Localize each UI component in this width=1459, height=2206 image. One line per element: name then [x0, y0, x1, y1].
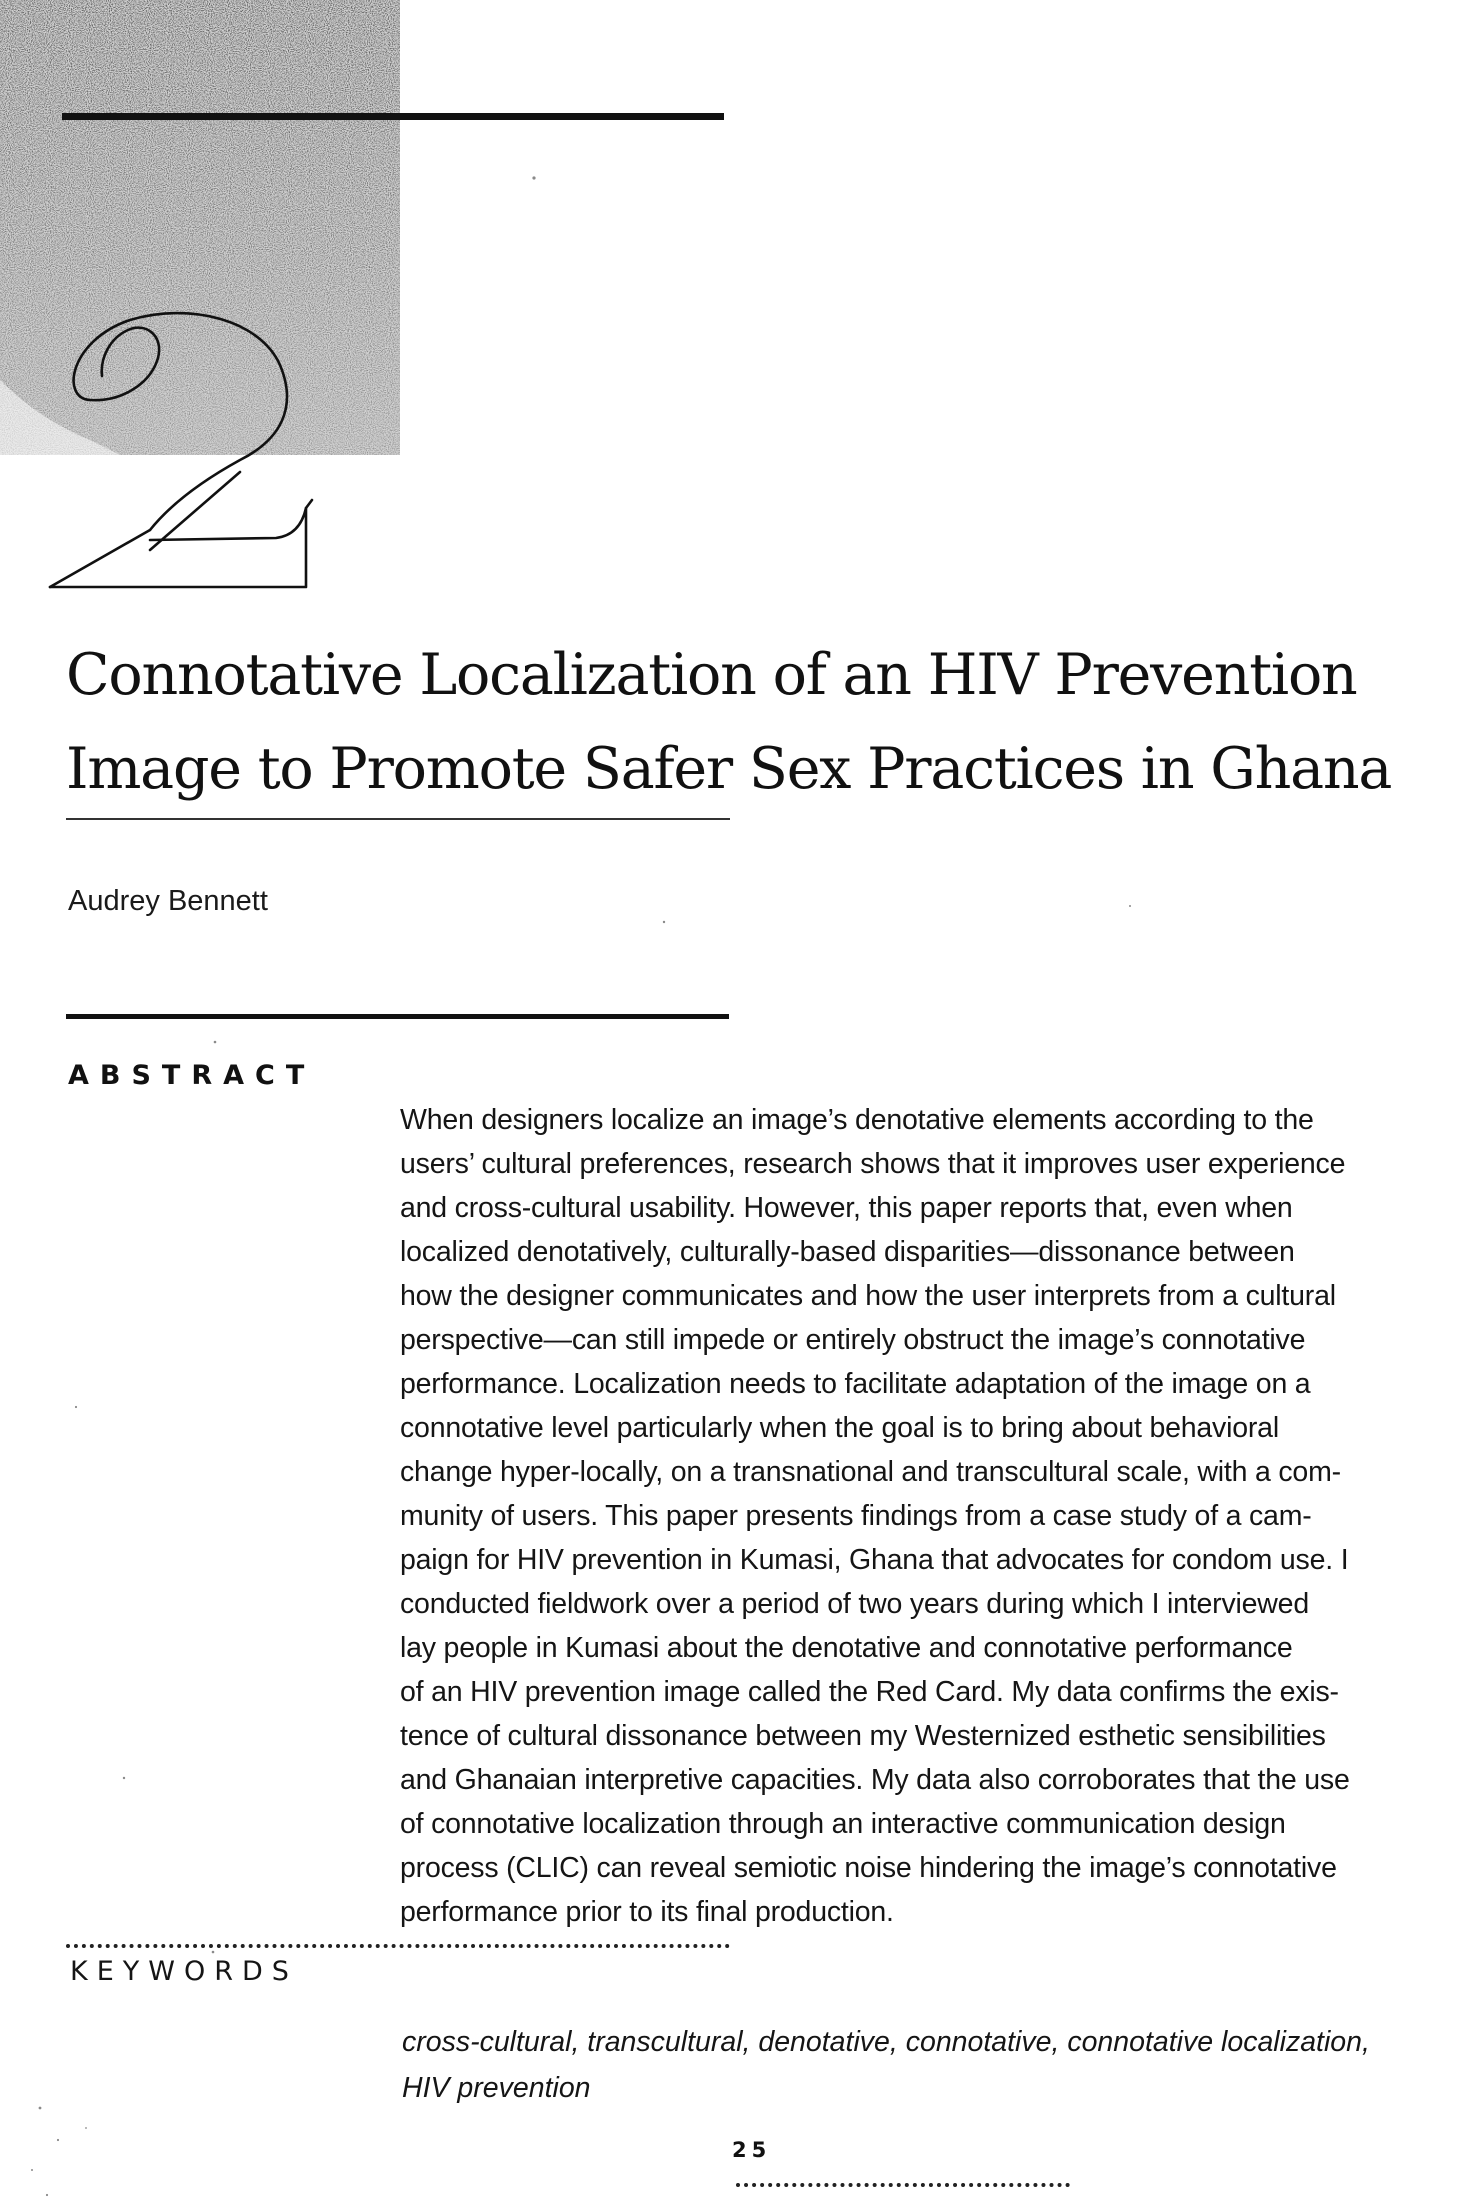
title-underline — [66, 818, 730, 820]
abstract-line: process (CLIC) can reveal semiotic noise hindering the image’s connotative — [400, 1852, 1337, 1884]
abstract-line: localized denotatively, culturally-based disparities—dissonance between — [400, 1236, 1295, 1268]
chapter-numeral-outline-graphic — [40, 290, 340, 600]
abstract-body — [400, 1098, 1410, 1934]
page-number-dotted-rule — [736, 2183, 1070, 2187]
paper-title-line-1: Connotative Localization of an HIV Prevention — [66, 642, 1357, 708]
abstract-line: munity of users. This paper presents findings from a case study of a cam- — [400, 1500, 1312, 1532]
abstract-line: and cross-cultural usability. However, this paper reports that, even when — [400, 1192, 1293, 1224]
abstract-line: and Ghanaian interpretive capacities. My data also corroborates that the use — [400, 1764, 1350, 1796]
chapter-numeral — [40, 290, 340, 600]
chapter-number-text: 2 — [190, 482, 197, 493]
abstract-line: performance prior to its final production. — [400, 1896, 894, 1928]
abstract-line: how the designer communicates and how the user interprets from a cultural — [400, 1280, 1336, 1312]
abstract-line: paign for HIV prevention in Kumasi, Ghana that advocates for condom use. I — [400, 1544, 1349, 1576]
paper-title — [66, 628, 1392, 816]
abstract-line: perspective—can still impede or entirely obstruct the image’s connotative — [400, 1324, 1306, 1356]
keywords-line: HIV prevention — [402, 2072, 591, 2104]
abstract-line: lay people in Kumasi about the denotative and connotative performance — [400, 1632, 1293, 1664]
keywords-line: cross-cultural, transcultural, denotative, connotative, connotative localization, — [402, 2026, 1370, 2058]
author-name: Audrey Bennett — [68, 885, 268, 917]
abstract-line: users’ cultural preferences, research shows that it improves user experience — [400, 1148, 1346, 1180]
abstract-line: of an HIV prevention image called the Red Card. My data confirms the exis- — [400, 1676, 1339, 1708]
top-rule — [62, 113, 724, 120]
abstract-line: performance. Localization needs to facilitate adaptation of the image on a — [400, 1368, 1311, 1400]
paper-title-line-2: Image to Promote Safer Sex Practices in Ghana — [66, 736, 1392, 802]
abstract-heading: ABSTRACT — [68, 1060, 316, 1091]
keywords-body — [402, 2019, 1402, 2111]
abstract-line: change hyper-locally, on a transnational and transcultural scale, with a com- — [400, 1456, 1341, 1488]
abstract-line: tence of cultural dissonance between my Westernized esthetic sensibilities — [400, 1720, 1326, 1752]
abstract-line: of connotative localization through an interactive communication design — [400, 1808, 1286, 1840]
keywords-dotted-rule — [66, 1944, 730, 1948]
page-number: 25 — [732, 2138, 772, 2162]
abstract-rule — [66, 1014, 729, 1019]
keywords-heading: KEYWORDS — [70, 1956, 298, 1987]
abstract-line: connotative level particularly when the goal is to bring about behavioral — [400, 1412, 1279, 1444]
abstract-line: conducted fieldwork over a period of two years during which I interviewed — [400, 1588, 1309, 1620]
abstract-line: When designers localize an image’s denotative elements according to the — [400, 1104, 1314, 1136]
